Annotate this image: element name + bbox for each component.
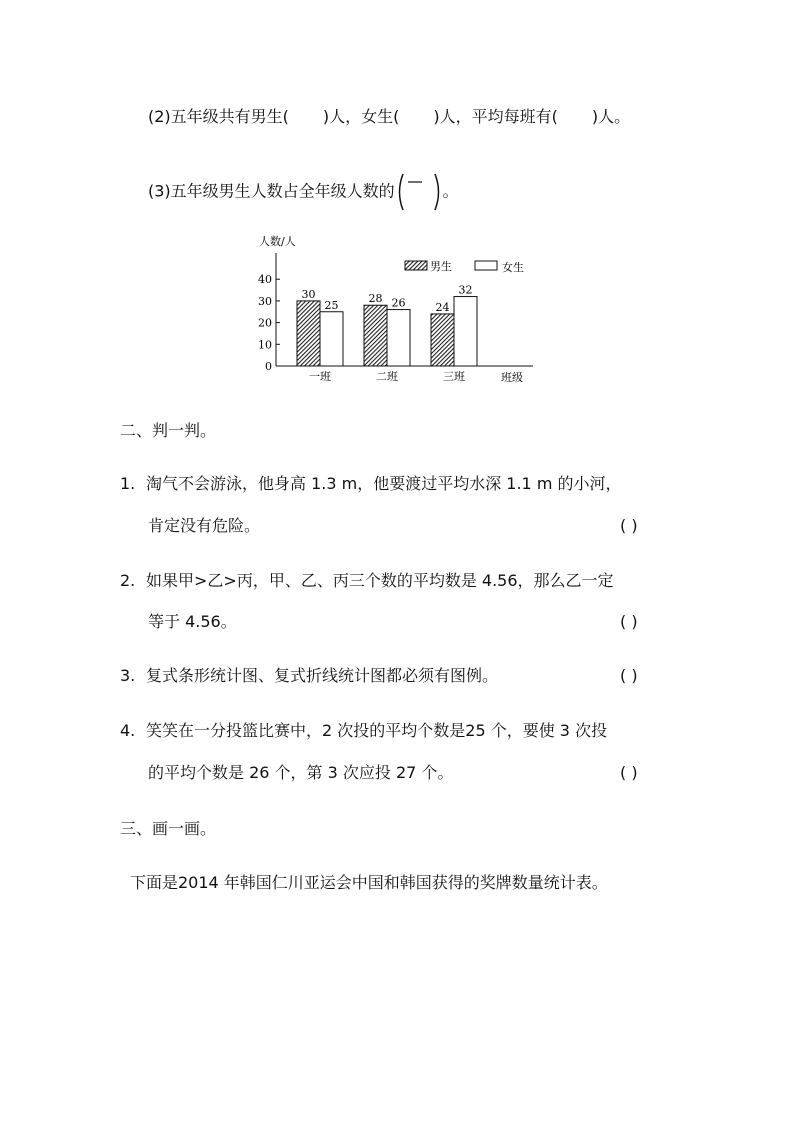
question-3-line-1 bbox=[120, 665, 498, 687]
legend-label-girls: 女生 bbox=[502, 261, 524, 274]
q3-text-1: (3)五年级男生人数占全年级人数的 bbox=[148, 181, 395, 201]
y-axis-label: 人数/人 bbox=[259, 235, 296, 248]
question-text: 如果甲>乙>丙，甲、乙、丙三个数的平均数是 4.56，那么乙一定 bbox=[146, 571, 614, 590]
q2-text-1: (2)五年级共有男生( bbox=[148, 107, 289, 126]
section-2-title: 二、判一判。 bbox=[120, 421, 217, 440]
y-tick-label: 10 bbox=[258, 338, 272, 352]
q2-text-2: )人，女生( bbox=[322, 107, 400, 126]
y-tick-label: 40 bbox=[258, 273, 272, 287]
data-label: 32 bbox=[458, 283, 473, 297]
data-label: 25 bbox=[324, 298, 339, 312]
question-3-line bbox=[148, 170, 459, 214]
fraction-blank[interactable] bbox=[395, 170, 443, 214]
bar-boys bbox=[297, 301, 320, 366]
x-tick-label: 二班 bbox=[376, 370, 398, 383]
bar-boys bbox=[431, 314, 454, 366]
question-4-line-1 bbox=[120, 720, 607, 742]
question-number: 3. bbox=[120, 666, 136, 685]
answer-parentheses[interactable]: ( ) bbox=[620, 763, 638, 782]
question-text: 复式条形统计图、复式折线统计图都必须有图例。 bbox=[146, 666, 499, 685]
data-label: 24 bbox=[435, 300, 450, 314]
legend-label-boys: 男生 bbox=[430, 260, 452, 273]
question-1-line-1 bbox=[120, 473, 622, 495]
q3-text-2: 。 bbox=[442, 181, 459, 201]
data-label: 26 bbox=[391, 296, 406, 310]
bar-chart bbox=[255, 228, 545, 388]
section-3-title: 三、画一画。 bbox=[120, 819, 217, 838]
question-4-line-2: 的平均个数是 26 个，第 3 次应投 27 个。 bbox=[148, 763, 454, 782]
question-number: 4. bbox=[120, 721, 136, 740]
bar-girls bbox=[454, 297, 477, 366]
fraction-parentheses-icon bbox=[395, 170, 443, 214]
legend-swatch-boys bbox=[405, 261, 427, 270]
data-label: 30 bbox=[301, 287, 316, 301]
question-number: 1. bbox=[120, 474, 136, 493]
question-text: 淘气不会游泳，他身高 1.3 m，他要渡过平均水深 1.1 m 的小河， bbox=[146, 474, 622, 493]
y-tick-label: 20 bbox=[258, 316, 272, 330]
question-number: 2. bbox=[120, 571, 136, 590]
q2-text-4: )人。 bbox=[591, 107, 631, 126]
legend-swatch-girls bbox=[475, 261, 497, 270]
x-axis-label: 班级 bbox=[501, 371, 523, 384]
question-2-line-2: 等于 4.56。 bbox=[148, 612, 237, 631]
answer-parentheses[interactable]: ( ) bbox=[620, 612, 638, 631]
question-2-line-1 bbox=[120, 570, 614, 592]
y-tick-label: 30 bbox=[258, 294, 272, 308]
question-2-line bbox=[148, 106, 630, 128]
bar-girls bbox=[320, 312, 343, 366]
question-1-line-2: 肯定没有危险。 bbox=[148, 516, 261, 535]
answer-parentheses[interactable]: ( ) bbox=[620, 666, 638, 685]
answer-parentheses[interactable]: ( ) bbox=[620, 516, 638, 535]
bar-boys bbox=[364, 305, 387, 366]
x-tick-label: 三班 bbox=[443, 370, 465, 383]
q2-text-3: )人，平均每班有( bbox=[433, 107, 558, 126]
data-label: 28 bbox=[368, 292, 383, 306]
y-tick-label: 0 bbox=[265, 360, 272, 373]
question-text: 笑笑在一分投篮比赛中，2 次投的平均个数是25 个，要使 3 次投 bbox=[146, 721, 608, 740]
x-tick-label: 一班 bbox=[309, 370, 331, 383]
bar-girls bbox=[387, 310, 410, 366]
section-3-intro: 下面是2014 年韩国仁川亚运会中国和韩国获得的奖牌数量统计表。 bbox=[130, 873, 608, 892]
